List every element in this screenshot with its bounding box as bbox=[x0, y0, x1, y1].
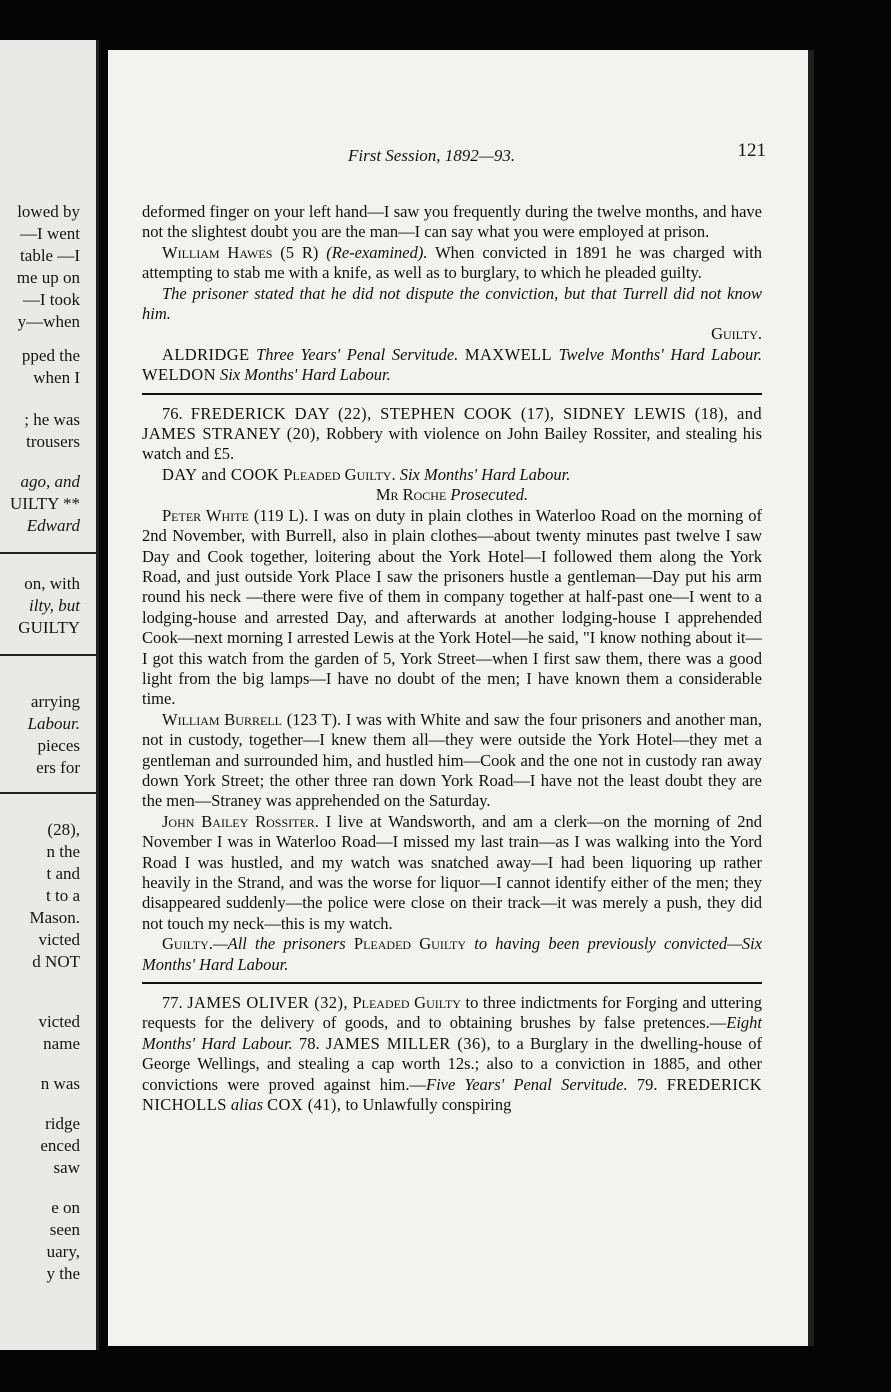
left-line: UILTY ** bbox=[9, 494, 80, 513]
charge: to Unlawfully conspiring bbox=[345, 1095, 512, 1115]
defendant-name: FREDERICK NICHOLLS bbox=[142, 1074, 763, 1115]
plea-text: Pleaded Guilty bbox=[352, 993, 461, 1013]
badge: (5 R) bbox=[280, 242, 319, 262]
divider bbox=[0, 552, 96, 554]
re-examined: (Re-examined). bbox=[326, 242, 428, 262]
case-number: 77. bbox=[162, 993, 183, 1013]
sentence: Five Years' Penal Servitude. bbox=[425, 1074, 628, 1094]
case-number: 76. bbox=[162, 403, 183, 423]
left-line: ridge bbox=[45, 1114, 80, 1133]
witness-name: John Bailey Rossiter. bbox=[162, 811, 319, 831]
verdict: Guilty. bbox=[711, 324, 762, 344]
defendant-name: MAXWELL bbox=[464, 344, 553, 364]
defendant-name: COX (41), bbox=[267, 1095, 342, 1115]
plea bbox=[142, 465, 762, 485]
left-line: e on bbox=[51, 1198, 80, 1217]
left-line: pped the bbox=[21, 346, 80, 365]
alias: alias bbox=[230, 1095, 264, 1115]
left-line: ; he was bbox=[24, 410, 80, 429]
left-line: uary, bbox=[46, 1242, 80, 1261]
left-line: table —I bbox=[20, 246, 80, 265]
left-line: when I bbox=[33, 368, 80, 387]
verdict-guilty: Guilty. bbox=[162, 934, 213, 954]
left-line: n was bbox=[40, 1074, 80, 1093]
left-line: Mason. bbox=[29, 908, 80, 927]
defendant-name: ALDRIDGE bbox=[162, 344, 250, 364]
note: The prisoner stated that he did not dispute the conviction, but that Turrell did not know him. bbox=[142, 283, 762, 324]
sentence: Three Years' Penal Servitude. bbox=[256, 344, 459, 364]
left-line: pieces bbox=[37, 736, 80, 755]
verdict-text: —All the prisoners bbox=[212, 934, 346, 954]
paragraph bbox=[142, 993, 762, 1115]
left-line: on, with bbox=[24, 574, 80, 593]
paragraph bbox=[142, 506, 762, 710]
divider bbox=[0, 654, 96, 656]
testimony: I live at Wandsworth, and am a clerk—on the morning of 2nd November I was in Waterloo Road—I missed my last train—as I was walking into the Yord Road I was hustled, and my watch was snatched away—I had been liquoring up rather heavily in the Strand, and was the worse for liquor—I cannot identify either of the men; they disappeared suddenly—the police were close on their track—it was merely a push, they did not touch my neck—this is my watch. bbox=[142, 811, 763, 933]
left-line: enced bbox=[40, 1136, 80, 1155]
case-number: 78. bbox=[299, 1033, 320, 1053]
left-line: y—when bbox=[17, 312, 80, 331]
left-page-fragment bbox=[0, 40, 99, 1350]
left-line: ago, and bbox=[20, 472, 80, 491]
running-head: First Session, 1892—93. bbox=[348, 146, 516, 165]
left-line: arrying bbox=[30, 692, 80, 711]
sentence: Six Months' Hard Labour. bbox=[399, 464, 571, 484]
plea-text: Pleaded Guilty. bbox=[283, 464, 396, 484]
left-line: t to a bbox=[46, 886, 80, 905]
prosecutor bbox=[142, 485, 762, 505]
left-line: ers for bbox=[36, 758, 80, 777]
prosecutor-text: Prosecuted. bbox=[450, 485, 529, 505]
left-line: seen bbox=[49, 1220, 80, 1239]
divider bbox=[0, 792, 96, 794]
defendant-name: JAMES MILLER (36), bbox=[325, 1033, 492, 1053]
sentence: Eight Months' Hard Labour. bbox=[142, 1013, 762, 1053]
witness-name: Peter White bbox=[162, 505, 249, 525]
charge: to three indictments for Forging and uttering requests for the delivery of goods, and to obtaining brushes by false pretences.— bbox=[142, 993, 763, 1033]
left-line: t and bbox=[46, 864, 80, 883]
paragraph bbox=[142, 710, 762, 812]
left-line: y the bbox=[46, 1264, 80, 1283]
left-line: victed bbox=[38, 1012, 80, 1031]
sentence: Six Months' Hard Labour. bbox=[220, 365, 391, 385]
left-line: me up on bbox=[16, 268, 80, 287]
left-line: saw bbox=[53, 1158, 80, 1177]
testimony: I was on duty in plain clothes in Waterloo Road on the morning of 2nd November, with Burrell, also in plain clothes—about twenty minutes past twelve I saw Day and Cook together, loitering about the York Hotel—I followed them along the York Road, and just outside York Place I saw the prisoners hustle a gentleman—Day put his arm round his neck —there were five of them in company together at half-past one—I went to a lodging-house and arrested Day, and afterwards at another lodging-house I apprehended Cook—next morning I arrested Lewis at the York Hotel—he said, "I know nothing about it—I got this watch from the garden of 5, York Street—when I first saw them, there was a good light from the big lamps—I have no doubt of the men; I have known them a considerable time. bbox=[142, 505, 763, 709]
prosecutor-name: Mr Roche bbox=[375, 485, 447, 505]
right-page bbox=[108, 50, 814, 1346]
witness-name: William Hawes bbox=[162, 242, 273, 262]
left-line: n the bbox=[46, 842, 80, 861]
left-line: victed bbox=[38, 930, 80, 949]
paragraph: deformed finger on your left hand—I saw you frequently during the twelve months, and have not the slightest doubt you are the man—I can say what you were employed at prison. bbox=[142, 202, 762, 242]
case-number: 79. bbox=[636, 1074, 658, 1094]
left-line: trousers bbox=[26, 432, 80, 451]
left-line: ilty, but bbox=[29, 596, 80, 615]
witness-name: William Burrell bbox=[162, 709, 282, 729]
left-line: d NOT bbox=[32, 952, 80, 971]
defendant-name: JAMES OLIVER (32), bbox=[187, 993, 348, 1013]
paragraph bbox=[142, 812, 762, 934]
left-line: name bbox=[43, 1034, 80, 1053]
divider bbox=[142, 982, 762, 984]
page-header bbox=[108, 140, 808, 174]
defendants: FREDERICK DAY (22), STEPHEN COOK (17), SIDNEY LEWIS (18), and JAMES STRANEY (20), bbox=[142, 403, 762, 444]
badge: (123 T). bbox=[286, 709, 342, 729]
left-line: Edward bbox=[26, 516, 80, 535]
page-body bbox=[142, 202, 762, 1115]
left-line: (28), bbox=[47, 820, 80, 839]
paragraph bbox=[142, 243, 762, 284]
left-line: lowed by bbox=[17, 202, 80, 221]
sentences bbox=[142, 345, 762, 386]
plea-names: DAY and COOK bbox=[162, 464, 280, 484]
verdict-plea: Pleaded Guilty bbox=[353, 934, 467, 954]
divider bbox=[142, 393, 762, 395]
badge: (119 L). bbox=[253, 505, 309, 525]
left-line: —I took bbox=[22, 290, 80, 309]
defendant-name: WELDON bbox=[142, 365, 216, 385]
testimony: I was with White and saw the four prisoners and another man, not in custody, together—I knew them all—they were outside the York Hotel—they met a gentleman and surrounded him, and hustled him—Cook and the one not in custody ran away down York Street; the other three ran down York Road—I have not the least doubt they are the men—Straney was apprehended on the Saturday. bbox=[142, 709, 763, 811]
testimony: When convicted in 1891 he was charged with attempting to stab me with a knife, as well as to burglary, to which he pleaded guilty. bbox=[142, 242, 763, 283]
charge: Robbery with violence on John Bailey Rossiter, and stealing his watch and £5. bbox=[142, 424, 763, 464]
left-line: Labour. bbox=[27, 714, 80, 733]
charge: to a Burglary in the dwelling-house of George Wellings, and stealing a cap worth 12s.; also to a conviction in 1885, and other convictions were proved against him.— bbox=[142, 1033, 763, 1094]
verdict bbox=[142, 934, 762, 975]
case-heading bbox=[142, 404, 762, 465]
sentence: Twelve Months' Hard Labour. bbox=[558, 344, 763, 364]
page-number: 121 bbox=[737, 140, 766, 161]
verdict-text: to having been previously convicted—Six Months' Hard Labour. bbox=[142, 934, 763, 974]
left-line: —I went bbox=[20, 224, 80, 243]
left-line: GUILTY bbox=[18, 618, 80, 637]
